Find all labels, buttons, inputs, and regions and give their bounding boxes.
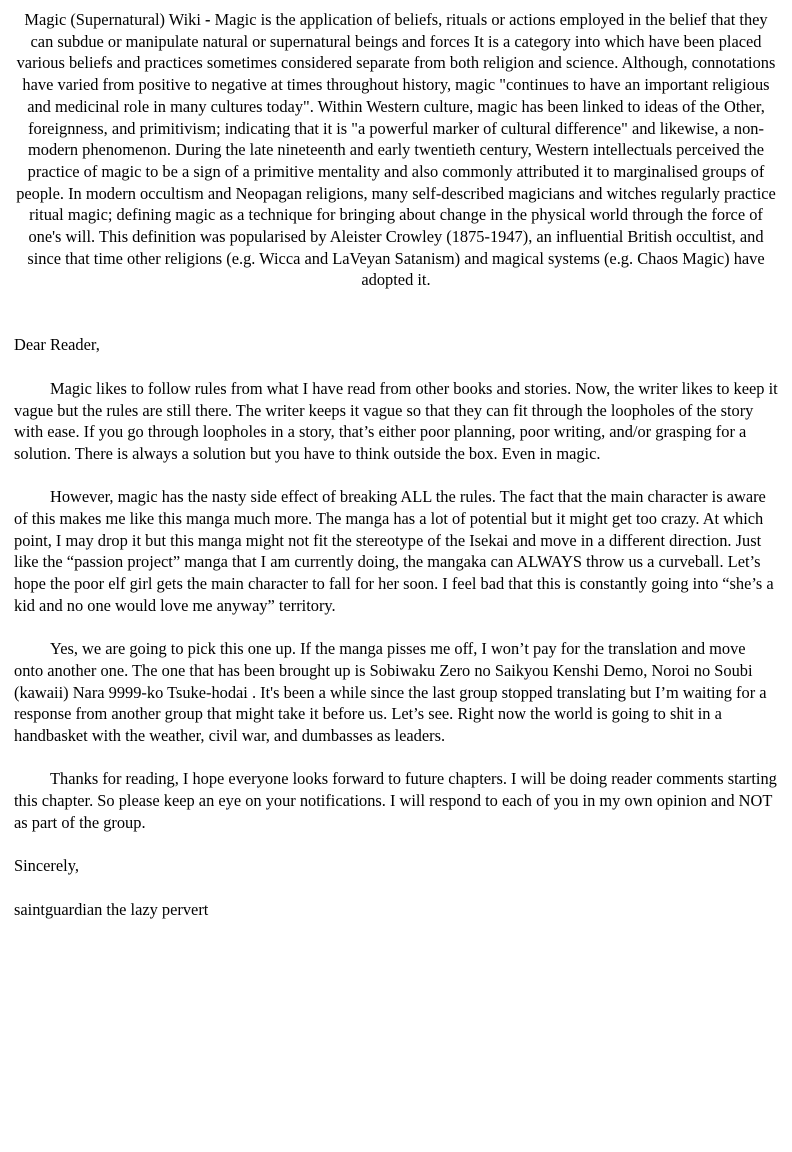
wiki-intro-text: Magic is the application of beliefs, rituals or actions employed in the belief that they can subdue or manipulate natural or supernatural beings and forces It is a category into which have been placed various beliefs and practices sometimes considered separate from both religion and science. Although, connotations have varied from positive to negative at times throughout history, magic "continues to have an important religious and medicinal role in many cultures today". Within Western culture, magic has been linked to ideas of the Other, foreignness, and primitivism; indicating that it is "a powerful marker of cultural difference" and likewise, a non-modern phenomenon. During the late nineteenth and early twentieth century, Western intellectuals perceived the practice of magic to be a sign of a primitive mentality and also commonly attributed it to marginalised groups of people. In modern occultism and Neopagan religions, many self-described magicians and witches regularly practice ritual magic; defining magic as a technique for bringing about change in the physical world through the force of one's will. This definition was popularised by Aleister Crowley (1875-1947), an influential British occultist, and since that time other religions (e.g. Wicca and LaVeyan Satanism) and magical systems (e.g. Chaos Magic) have adopted it. (16, 10, 776, 290)
letter-salutation: Dear Reader, (14, 335, 100, 355)
wiki-intro-paragraph (14, 9, 778, 291)
wiki-intro-title: Magic (Supernatural) Wiki (24, 10, 201, 29)
letter-paragraph-4: Thanks for reading, I hope everyone looks forward to future chapters. I will be doing reader comments starting this chapter. So please keep an eye on your notifications. I will respond to each of you in my own opinion and NOT as part of the group. (14, 769, 777, 832)
letter-signature: saintguardian the lazy pervert (14, 899, 209, 919)
letter-paragraph-2: However, magic has the nasty side effect of breaking ALL the rules. The fact that the main character is aware of this makes me like this manga much more. The manga has a lot of potential but it might get too crazy. At which point, I may drop it but this manga might not fit the stereotype of the Isekai and move in a different direction. Just like the “passion project” manga that I am currently doing, the mangaka can ALWAYS throw us a curveball. Let’s hope the poor elf girl gets the main character to fall for her soon. I feel bad that this is constantly going into “she’s a kid and no one would love me anyway” territory. (14, 487, 774, 615)
letter-closing: Sincerely, (14, 856, 79, 876)
letter-paragraph-3: Yes, we are going to pick this one up. If the manga pisses me off, I won’t pay for the translation and move onto another one. The one that has been brought up is Sobiwaku Zero no Saikyou Kenshi Demo, Noroi no Soubi (kawaii) Nara 9999-ko Tsuke-hodai . It's been a while since the last group stopped translating but I’m waiting for a response from another group that might take it before us. Let’s see. Right now the world is going to shit in a handbasket with the weather, civil war, and dumbasses as leaders. (14, 639, 767, 746)
wiki-intro-separator: - (200, 10, 215, 29)
letter-paragraph-1: Magic likes to follow rules from what I have read from other books and stories. Now, the writer likes to keep it vague but the rules are still there. The writer keeps it vague so that they can fit through the loopholes of the story with ease. If you go through loopholes in a story, that’s either poor planning, poor writing, and/or grasping for a solution. There is always a solution but you have to think outside the box. Even in magic. (14, 378, 778, 463)
letter-body (14, 334, 778, 921)
